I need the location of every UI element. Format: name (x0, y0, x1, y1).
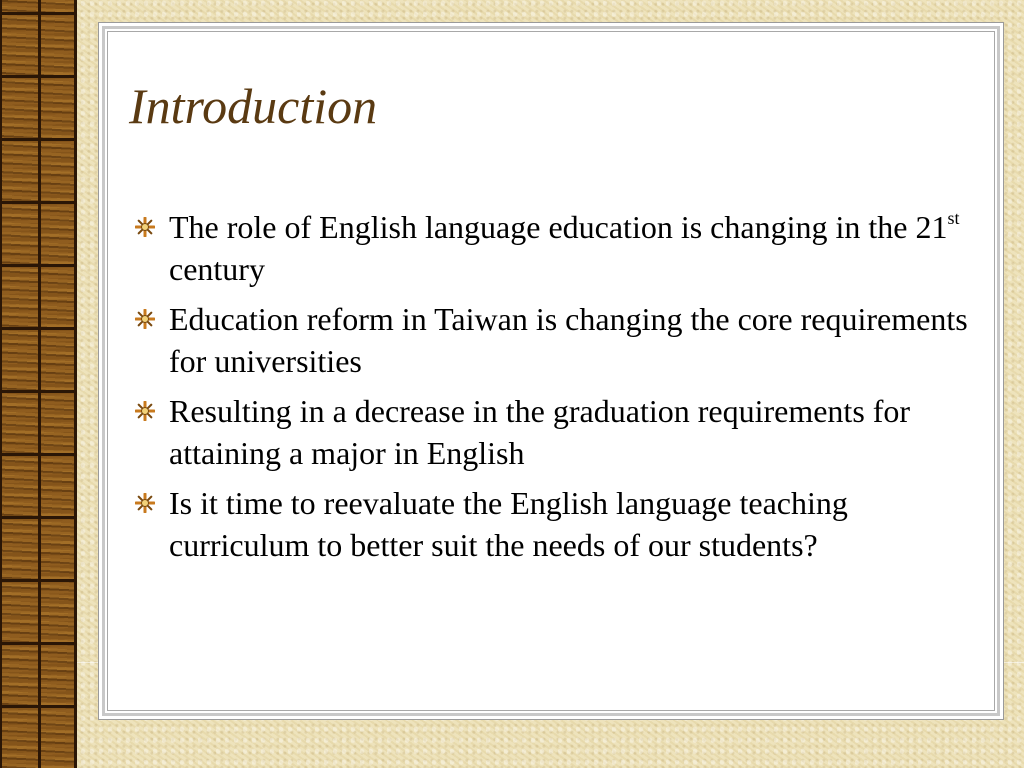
bullet-item (129, 482, 979, 566)
slide-content-panel (98, 22, 1004, 720)
bullet-text: The role of English language education is changing in the 21st century (169, 208, 960, 287)
bullet-text: Is it time to reevaluate the English language teaching curriculum to better suit the needs of our students? (169, 485, 848, 563)
bullet-item (129, 298, 979, 382)
bullet-item (129, 206, 979, 290)
sunburst-bullet-icon (135, 493, 155, 513)
sunburst-bullet-icon (135, 309, 155, 329)
sunburst-bullet-icon (135, 217, 155, 237)
wood-border-strip (0, 0, 77, 768)
sunburst-bullet-icon (135, 401, 155, 421)
bullet-list (129, 206, 979, 574)
ordinal-suffix: st (947, 208, 960, 229)
bullet-text: Resulting in a decrease in the graduation requirements for attaining a major in English (169, 393, 911, 471)
slide-title: Introduction (129, 78, 378, 134)
bullet-item (129, 390, 979, 474)
bullet-text: Education reform in Taiwan is changing the core requirements for universities (169, 301, 968, 379)
